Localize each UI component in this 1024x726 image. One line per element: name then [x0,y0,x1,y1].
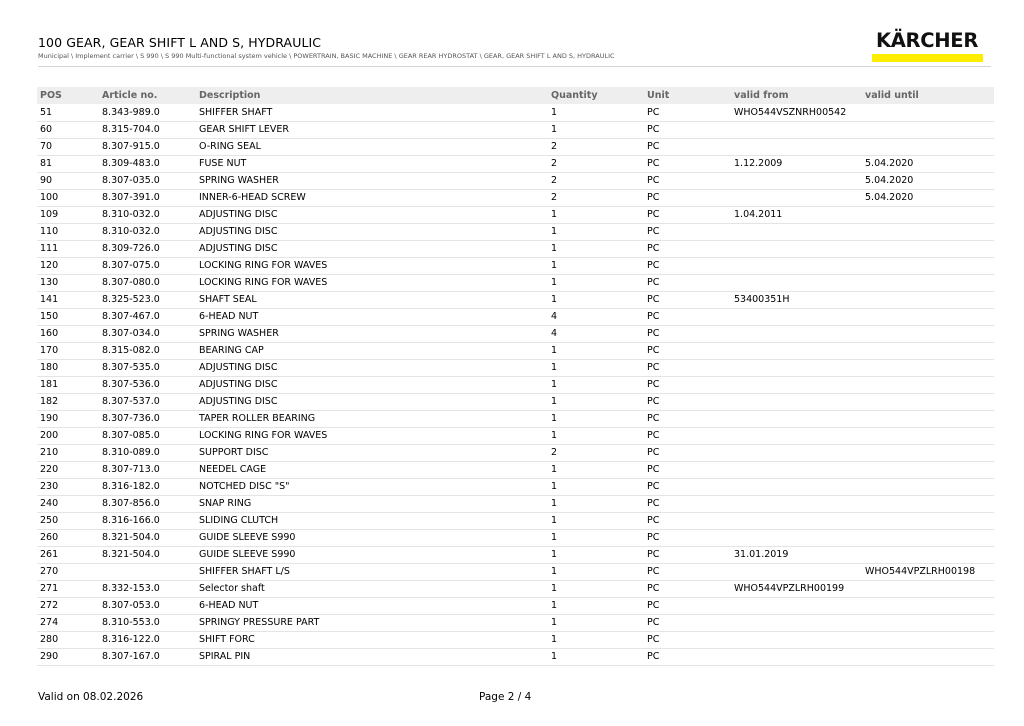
cell-valid-from: 1.12.2009 [731,155,862,172]
cell-pos: 111 [37,240,99,257]
cell-article-no: 8.307-035.0 [99,172,196,189]
cell-quantity: 1 [548,648,644,665]
cell-valid-from [731,172,862,189]
cell-valid-from [731,563,862,580]
cell-article-no: 8.309-726.0 [99,240,196,257]
cell-quantity: 1 [548,546,644,563]
table-row [37,223,994,240]
cell-quantity: 1 [548,427,644,444]
table-row [37,597,994,614]
cell-article-no: 8.307-713.0 [99,461,196,478]
cell-pos: 280 [37,631,99,648]
cell-unit: PC [644,257,731,274]
cell-pos: 90 [37,172,99,189]
cell-unit: PC [644,308,731,325]
cell-valid-from: 31.01.2019 [731,546,862,563]
cell-description: NOTCHED DISC "S" [196,478,548,495]
cell-valid-until [862,104,994,121]
table-row [37,648,994,665]
cell-pos: 70 [37,138,99,155]
table-row [37,138,994,155]
cell-valid-until [862,546,994,563]
cell-unit: PC [644,427,731,444]
cell-pos: 261 [37,546,99,563]
cell-article-no: 8.316-122.0 [99,631,196,648]
cell-article-no: 8.307-034.0 [99,325,196,342]
cell-unit: PC [644,376,731,393]
column-header-article-no: Article no. [99,87,196,104]
table-row [37,155,994,172]
cell-unit: PC [644,597,731,614]
cell-valid-from [731,410,862,427]
cell-quantity: 1 [548,121,644,138]
cell-article-no: 8.307-085.0 [99,427,196,444]
cell-unit: PC [644,546,731,563]
cell-pos: 200 [37,427,99,444]
cell-valid-until [862,308,994,325]
cell-unit: PC [644,478,731,495]
cell-description: SHIFFER SHAFT [196,104,548,121]
cell-valid-until [862,223,994,240]
cell-unit: PC [644,206,731,223]
cell-quantity: 1 [548,376,644,393]
cell-quantity: 1 [548,240,644,257]
column-header-pos: POS [37,87,99,104]
cell-article-no: 8.307-467.0 [99,308,196,325]
cell-valid-until [862,121,994,138]
cell-pos: 160 [37,325,99,342]
cell-valid-until [862,257,994,274]
table-row [37,461,994,478]
cell-description: GUIDE SLEEVE S990 [196,546,548,563]
table-row [37,274,994,291]
cell-unit: PC [644,189,731,206]
table-row [37,308,994,325]
cell-article-no: 8.307-536.0 [99,376,196,393]
cell-valid-until: WHO544VPZLRH00198 [862,563,994,580]
cell-pos: 130 [37,274,99,291]
cell-valid-from [731,223,862,240]
cell-article-no: 8.343-989.0 [99,104,196,121]
breadcrumb: Municipal \ Implement carrier \ S 990 \ S 990 Multi-functional system vehicle \ POWERTRAIN, BASIC MACHINE \ GEAR REAR HYDROSTAT \ GEAR, GEAR SHIFT L AND S, HYDRAULIC [38,52,615,60]
cell-valid-from [731,359,862,376]
header-divider [38,66,991,67]
cell-description: ADJUSTING DISC [196,240,548,257]
logo-yellow-bar [872,54,983,62]
cell-valid-until [862,461,994,478]
column-header-description: Description [196,87,548,104]
cell-article-no: 8.307-053.0 [99,597,196,614]
cell-unit: PC [644,223,731,240]
table-row [37,563,994,580]
table-row [37,614,994,631]
cell-pos: 51 [37,104,99,121]
cell-unit: PC [644,393,731,410]
cell-valid-until [862,240,994,257]
cell-description: LOCKING RING FOR WAVES [196,427,548,444]
cell-unit: PC [644,580,731,597]
cell-article-no: 8.307-535.0 [99,359,196,376]
cell-valid-from [731,189,862,206]
cell-pos: 210 [37,444,99,461]
cell-description: BEARING CAP [196,342,548,359]
cell-description: TAPER ROLLER BEARING [196,410,548,427]
cell-valid-from: 1.04.2011 [731,206,862,223]
cell-quantity: 1 [548,563,644,580]
table-row [37,444,994,461]
cell-valid-until [862,325,994,342]
cell-unit: PC [644,172,731,189]
cell-valid-until [862,274,994,291]
table-row [37,291,994,308]
table-row [37,495,994,512]
cell-quantity: 1 [548,529,644,546]
cell-pos: 109 [37,206,99,223]
cell-valid-from [731,614,862,631]
column-header-quantity: Quantity [548,87,644,104]
table-row [37,359,994,376]
cell-valid-until [862,444,994,461]
cell-valid-from [731,138,862,155]
cell-quantity: 2 [548,172,644,189]
cell-valid-from: WHO544VSZNRH00542 [731,104,862,121]
cell-article-no: 8.307-391.0 [99,189,196,206]
cell-description: 6-HEAD NUT [196,597,548,614]
cell-description: SLIDING CLUTCH [196,512,548,529]
cell-pos: 250 [37,512,99,529]
cell-valid-from [731,461,862,478]
cell-pos: 180 [37,359,99,376]
cell-valid-from [731,274,862,291]
cell-valid-until [862,529,994,546]
cell-pos: 170 [37,342,99,359]
cell-description: GUIDE SLEEVE S990 [196,529,548,546]
cell-unit: PC [644,495,731,512]
footer-page-number: Page 2 / 4 [479,691,532,703]
cell-pos: 100 [37,189,99,206]
cell-description: SHIFFER SHAFT L/S [196,563,548,580]
table-row [37,512,994,529]
cell-valid-until [862,597,994,614]
brand-logo [871,30,983,64]
cell-valid-until [862,495,994,512]
table-header-row [37,87,994,104]
cell-quantity: 2 [548,444,644,461]
cell-valid-from: WHO544VPZLRH00199 [731,580,862,597]
document-header [38,35,993,67]
cell-description: LOCKING RING FOR WAVES [196,257,548,274]
cell-valid-until [862,342,994,359]
cell-unit: PC [644,121,731,138]
cell-description: O-RING SEAL [196,138,548,155]
cell-quantity: 1 [548,512,644,529]
cell-pos: 240 [37,495,99,512]
cell-description: SUPPORT DISC [196,444,548,461]
cell-pos: 220 [37,461,99,478]
cell-unit: PC [644,410,731,427]
table-row [37,580,994,597]
table-row [37,104,994,121]
cell-article-no: 8.332-153.0 [99,580,196,597]
cell-valid-from [731,478,862,495]
cell-description: ADJUSTING DISC [196,223,548,240]
table-row [37,546,994,563]
cell-quantity: 1 [548,580,644,597]
cell-article-no: 8.307-075.0 [99,257,196,274]
cell-valid-from [731,512,862,529]
table-row [37,631,994,648]
table-row [37,376,994,393]
table-row [37,427,994,444]
cell-unit: PC [644,104,731,121]
cell-pos: 290 [37,648,99,665]
cell-quantity: 2 [548,189,644,206]
cell-valid-until [862,359,994,376]
cell-unit: PC [644,512,731,529]
cell-description: ADJUSTING DISC [196,359,548,376]
cell-unit: PC [644,138,731,155]
cell-valid-until [862,614,994,631]
table-row [37,478,994,495]
cell-description: SHIFT FORC [196,631,548,648]
cell-description: ADJUSTING DISC [196,376,548,393]
cell-quantity: 1 [548,393,644,410]
cell-valid-until [862,478,994,495]
cell-valid-from [731,393,862,410]
cell-article-no: 8.307-915.0 [99,138,196,155]
cell-pos: 272 [37,597,99,614]
parts-table [37,87,994,666]
cell-unit: PC [644,563,731,580]
cell-unit: PC [644,342,731,359]
cell-valid-from [731,342,862,359]
cell-valid-until [862,393,994,410]
cell-pos: 150 [37,308,99,325]
cell-description: SHAFT SEAL [196,291,548,308]
cell-valid-from [731,376,862,393]
cell-valid-until: 5.04.2020 [862,172,994,189]
cell-description: ADJUSTING DISC [196,393,548,410]
cell-quantity: 1 [548,291,644,308]
cell-pos: 270 [37,563,99,580]
cell-valid-from [731,257,862,274]
table-row [37,410,994,427]
cell-valid-from [731,325,862,342]
logo-wordmark: KÄRCHER [875,29,979,52]
cell-pos: 141 [37,291,99,308]
cell-article-no: 8.307-080.0 [99,274,196,291]
cell-valid-from [731,444,862,461]
cell-article-no: 8.321-504.0 [99,529,196,546]
cell-valid-from [731,597,862,614]
cell-quantity: 1 [548,223,644,240]
cell-valid-until: 5.04.2020 [862,155,994,172]
cell-description: FUSE NUT [196,155,548,172]
cell-unit: PC [644,648,731,665]
cell-quantity: 1 [548,206,644,223]
cell-unit: PC [644,325,731,342]
cell-article-no: 8.307-167.0 [99,648,196,665]
cell-description: SPRING WASHER [196,325,548,342]
cell-valid-until [862,291,994,308]
cell-quantity: 1 [548,597,644,614]
cell-quantity: 2 [548,138,644,155]
table-row [37,325,994,342]
cell-pos: 230 [37,478,99,495]
cell-article-no: 8.321-504.0 [99,546,196,563]
column-header-unit: Unit [644,87,731,104]
cell-quantity: 1 [548,410,644,427]
cell-description: 6-HEAD NUT [196,308,548,325]
cell-quantity: 1 [548,257,644,274]
cell-quantity: 1 [548,614,644,631]
cell-article-no: 8.325-523.0 [99,291,196,308]
table-row [37,257,994,274]
cell-description: Selector shaft [196,580,548,597]
cell-valid-until [862,138,994,155]
column-header-valid-from: valid from [731,87,862,104]
cell-quantity: 1 [548,104,644,121]
table-row [37,240,994,257]
cell-article-no: 8.307-736.0 [99,410,196,427]
cell-description: SPRING WASHER [196,172,548,189]
cell-quantity: 1 [548,342,644,359]
cell-pos: 60 [37,121,99,138]
cell-pos: 190 [37,410,99,427]
cell-pos: 271 [37,580,99,597]
cell-valid-from [731,495,862,512]
cell-valid-from [731,631,862,648]
cell-unit: PC [644,461,731,478]
cell-article-no: 8.309-483.0 [99,155,196,172]
cell-description: SPIRAL PIN [196,648,548,665]
cell-article-no: 8.307-856.0 [99,495,196,512]
cell-quantity: 2 [548,155,644,172]
table-row [37,121,994,138]
parts-table-body [37,104,994,665]
cell-valid-until [862,376,994,393]
cell-description: NEEDEL CAGE [196,461,548,478]
cell-valid-from [731,308,862,325]
cell-quantity: 1 [548,478,644,495]
cell-pos: 260 [37,529,99,546]
cell-valid-until [862,580,994,597]
cell-pos: 181 [37,376,99,393]
table-row [37,189,994,206]
cell-quantity: 1 [548,274,644,291]
cell-unit: PC [644,359,731,376]
cell-quantity: 1 [548,461,644,478]
cell-valid-from: 53400351H [731,291,862,308]
cell-article-no: 8.310-089.0 [99,444,196,461]
cell-article-no [99,563,196,580]
cell-valid-from [731,240,862,257]
cell-valid-until [862,410,994,427]
table-row [37,172,994,189]
cell-valid-from [731,529,862,546]
cell-quantity: 1 [548,359,644,376]
cell-valid-until [862,648,994,665]
cell-quantity: 4 [548,308,644,325]
table-row [37,529,994,546]
cell-unit: PC [644,529,731,546]
cell-pos: 120 [37,257,99,274]
column-header-valid-until: valid until [862,87,994,104]
cell-valid-until: 5.04.2020 [862,189,994,206]
cell-pos: 274 [37,614,99,631]
cell-quantity: 4 [548,325,644,342]
cell-valid-from [731,427,862,444]
cell-unit: PC [644,155,731,172]
cell-description: INNER-6-HEAD SCREW [196,189,548,206]
cell-unit: PC [644,444,731,461]
cell-article-no: 8.316-182.0 [99,478,196,495]
cell-article-no: 8.315-082.0 [99,342,196,359]
cell-unit: PC [644,240,731,257]
cell-valid-until [862,427,994,444]
cell-description: ADJUSTING DISC [196,206,548,223]
table-row [37,206,994,223]
cell-pos: 81 [37,155,99,172]
cell-unit: PC [644,631,731,648]
cell-description: SNAP RING [196,495,548,512]
footer-valid-date: Valid on 08.02.2026 [38,691,144,703]
cell-article-no: 8.310-553.0 [99,614,196,631]
cell-quantity: 1 [548,495,644,512]
cell-unit: PC [644,291,731,308]
table-row [37,393,994,410]
cell-valid-until [862,206,994,223]
cell-quantity: 1 [548,631,644,648]
table-row [37,342,994,359]
page-title: 100 GEAR, GEAR SHIFT L AND S, HYDRAULIC [38,35,322,50]
cell-description: LOCKING RING FOR WAVES [196,274,548,291]
cell-article-no: 8.315-704.0 [99,121,196,138]
cell-valid-from [731,121,862,138]
cell-description: GEAR SHIFT LEVER [196,121,548,138]
cell-article-no: 8.310-032.0 [99,223,196,240]
cell-valid-until [862,512,994,529]
cell-pos: 182 [37,393,99,410]
cell-valid-from [731,648,862,665]
cell-unit: PC [644,274,731,291]
cell-article-no: 8.316-166.0 [99,512,196,529]
cell-article-no: 8.310-032.0 [99,206,196,223]
cell-article-no: 8.307-537.0 [99,393,196,410]
cell-description: SPRINGY PRESSURE PART [196,614,548,631]
cell-pos: 110 [37,223,99,240]
cell-unit: PC [644,614,731,631]
cell-valid-until [862,631,994,648]
